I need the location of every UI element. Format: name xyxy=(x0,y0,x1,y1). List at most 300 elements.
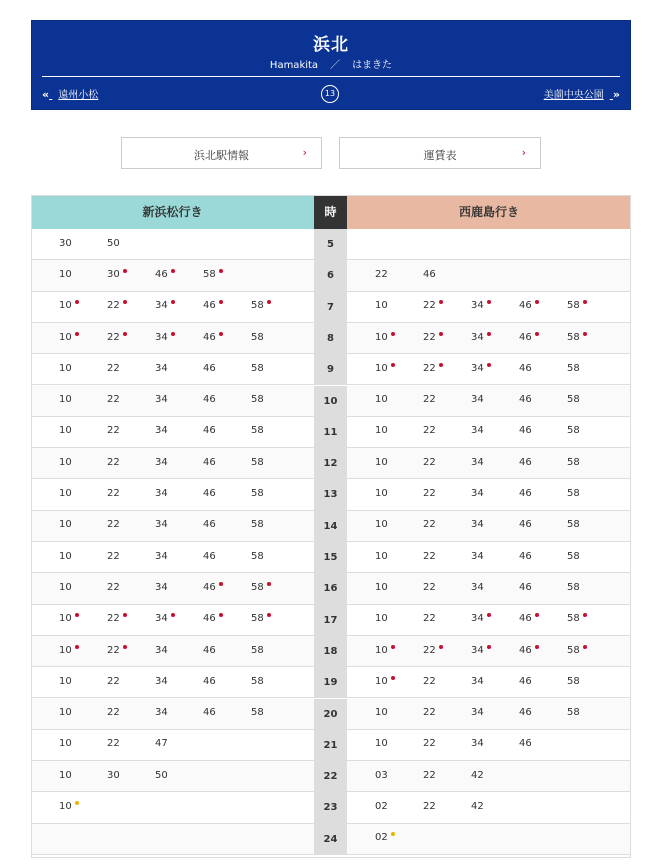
departure-minute[interactable]: 10 xyxy=(375,394,388,406)
departure-minute[interactable]: 58 xyxy=(567,300,587,311)
express-dot-icon xyxy=(487,613,491,617)
express-dot-icon xyxy=(267,582,271,586)
station-romaji: Hamakita xyxy=(269,60,319,71)
express-dot-icon xyxy=(75,645,79,649)
hour-label: 22 xyxy=(314,761,347,791)
hour-label: 10 xyxy=(314,386,347,416)
departure-minute[interactable]: 58 xyxy=(567,550,580,562)
departure-minute[interactable]: 22 xyxy=(423,488,436,500)
departure-minute[interactable]: 46 xyxy=(203,425,216,437)
departure-minute[interactable]: 46 xyxy=(155,269,175,280)
departure-minute[interactable]: 22 xyxy=(107,707,120,719)
departure-minute[interactable]: 34 xyxy=(155,425,168,437)
hour-label: 14 xyxy=(314,511,347,541)
departure-minute[interactable]: 58 xyxy=(567,581,580,593)
departure-minute[interactable]: 22 xyxy=(423,801,436,813)
departure-minute[interactable]: 46 xyxy=(519,613,539,624)
express-dot-icon xyxy=(535,645,539,649)
departure-minute[interactable]: 22 xyxy=(423,519,436,531)
departure-minute[interactable]: 34 xyxy=(155,519,168,531)
departures-nishikajima xyxy=(347,730,631,760)
departure-minute[interactable]: 34 xyxy=(471,738,484,750)
hour-label: 9 xyxy=(314,354,347,384)
departure-minute[interactable]: 22 xyxy=(423,332,443,343)
departure-minute[interactable]: 34 xyxy=(471,394,484,406)
departures-shin-hamamatsu xyxy=(31,761,314,791)
express-dot-icon xyxy=(535,300,539,304)
departure-minute[interactable]: 22 xyxy=(107,519,120,531)
express-dot-icon xyxy=(391,363,395,367)
express-dot-icon xyxy=(219,269,223,273)
departure-minute[interactable]: 34 xyxy=(471,456,484,468)
departure-minute[interactable]: 22 xyxy=(107,675,120,687)
departure-minute[interactable]: 22 xyxy=(107,581,120,593)
departure-minute[interactable]: 30 xyxy=(59,237,72,249)
departure-minute[interactable]: 58 xyxy=(251,394,264,406)
hour-label: 23 xyxy=(314,792,347,822)
departure-minute[interactable]: 22 xyxy=(423,707,436,719)
express-dot-icon xyxy=(267,300,271,304)
departure-minute[interactable]: 46 xyxy=(519,300,539,311)
departure-minute[interactable]: 58 xyxy=(567,675,580,687)
departure-minute[interactable]: 58 xyxy=(251,362,264,374)
departure-minute[interactable]: 34 xyxy=(155,362,168,374)
departure-minute[interactable]: 46 xyxy=(203,613,223,624)
hour-label: 12 xyxy=(314,448,347,478)
departure-minute[interactable]: 22 xyxy=(423,456,436,468)
timetable-row xyxy=(31,354,631,385)
departure-minute[interactable]: 58 xyxy=(251,331,264,343)
departures-nishikajima xyxy=(347,824,631,854)
departure-minute[interactable]: 46 xyxy=(423,268,436,280)
express-dot-icon xyxy=(219,300,223,304)
departure-minute[interactable]: 22 xyxy=(423,645,443,656)
departure-minute[interactable]: 22 xyxy=(107,362,120,374)
departure-minute[interactable]: 10 xyxy=(59,613,79,624)
departure-minute[interactable]: 10 xyxy=(59,519,72,531)
express-dot-icon xyxy=(583,613,587,617)
departure-minute[interactable]: 58 xyxy=(251,425,264,437)
departure-minute[interactable]: 10 xyxy=(375,738,388,750)
departures-nishikajima xyxy=(347,792,631,822)
departure-minute[interactable]: 22 xyxy=(423,581,436,593)
express-dot-icon xyxy=(391,645,395,649)
departure-minute[interactable]: 22 xyxy=(107,613,127,624)
express-dot-icon xyxy=(583,645,587,649)
departures-nishikajima xyxy=(347,573,631,603)
departure-minute[interactable]: 10 xyxy=(59,707,72,719)
departures-shin-hamamatsu xyxy=(31,479,314,509)
departure-minute[interactable]: 34 xyxy=(155,332,175,343)
hour-label: 15 xyxy=(314,542,347,572)
departure-minute[interactable]: 10 xyxy=(59,268,72,280)
departure-minute[interactable]: 22 xyxy=(107,332,127,343)
station-separator: ／ xyxy=(330,60,341,71)
departure-minute[interactable]: 46 xyxy=(519,675,532,687)
departures-nishikajima xyxy=(347,354,631,384)
departures-nishikajima xyxy=(347,386,631,416)
timetable-row xyxy=(31,761,631,792)
station-number-badge: 13 xyxy=(321,85,339,103)
departure-minute[interactable]: 22 xyxy=(375,268,388,280)
express-dot-icon xyxy=(123,613,127,617)
departure-minute[interactable]: 46 xyxy=(203,644,216,656)
timetable-header xyxy=(31,195,631,229)
departure-minute[interactable]: 22 xyxy=(107,488,120,500)
last-train-dot-icon xyxy=(75,801,79,805)
departures-nishikajima xyxy=(347,699,631,729)
express-dot-icon xyxy=(535,613,539,617)
departures-shin-hamamatsu xyxy=(31,386,314,416)
departure-minute[interactable]: 47 xyxy=(155,738,168,750)
departures-nishikajima xyxy=(347,636,631,666)
hour-label: 6 xyxy=(314,260,347,290)
departure-minute[interactable]: 10 xyxy=(59,362,72,374)
prev-station-link[interactable] xyxy=(42,86,98,101)
departure-minute[interactable]: 10 xyxy=(59,550,72,562)
departures-nishikajima xyxy=(347,292,631,322)
departure-minute[interactable]: 34 xyxy=(155,456,168,468)
departures-nishikajima xyxy=(347,479,631,509)
station-name: 浜北 xyxy=(313,35,349,55)
departure-minute[interactable]: 58 xyxy=(567,362,580,374)
departure-minute[interactable]: 58 xyxy=(251,644,264,656)
departure-minute[interactable]: 34 xyxy=(471,300,491,311)
departure-minute[interactable]: 58 xyxy=(251,300,271,311)
departure-minute[interactable]: 10 xyxy=(375,707,388,719)
express-dot-icon xyxy=(439,645,443,649)
fare-table-button[interactable] xyxy=(339,137,541,169)
departure-minute[interactable]: 58 xyxy=(251,675,264,687)
departure-minute[interactable]: 58 xyxy=(567,519,580,531)
departure-minute[interactable]: 46 xyxy=(519,707,532,719)
departure-minute[interactable]: 46 xyxy=(519,645,539,656)
hour-label: 7 xyxy=(314,292,347,322)
departure-minute[interactable]: 42 xyxy=(471,801,484,813)
departure-minute[interactable]: 10 xyxy=(59,394,72,406)
departure-minute[interactable]: 58 xyxy=(251,707,264,719)
departure-minute[interactable]: 10 xyxy=(59,332,79,343)
express-dot-icon xyxy=(439,300,443,304)
departure-minute[interactable]: 34 xyxy=(155,300,175,311)
timetable-row xyxy=(31,323,631,354)
prev-station-label: 遠州小松 xyxy=(58,90,99,101)
departure-minute[interactable]: 10 xyxy=(59,769,72,781)
timetable-row xyxy=(31,260,631,291)
departure-minute[interactable]: 34 xyxy=(155,644,168,656)
departure-minute[interactable]: 42 xyxy=(471,769,484,781)
timetable-row xyxy=(31,667,631,698)
departure-minute[interactable]: 22 xyxy=(423,300,443,311)
departure-minute[interactable]: 58 xyxy=(251,456,264,468)
departure-minute[interactable]: 10 xyxy=(375,645,395,656)
departure-minute[interactable]: 34 xyxy=(155,613,175,624)
departure-minute[interactable]: 58 xyxy=(251,488,264,500)
departure-minute[interactable]: 30 xyxy=(107,269,127,280)
departure-minute[interactable]: 58 xyxy=(251,582,271,593)
departure-minute[interactable]: 34 xyxy=(471,581,484,593)
departures-shin-hamamatsu xyxy=(31,292,314,322)
departure-minute[interactable]: 10 xyxy=(375,550,388,562)
departure-minute[interactable]: 46 xyxy=(203,675,216,687)
timetable-row xyxy=(31,699,631,730)
departure-minute[interactable]: 34 xyxy=(471,613,491,624)
departure-minute[interactable]: 58 xyxy=(251,613,271,624)
timetable xyxy=(31,195,631,858)
express-dot-icon xyxy=(75,332,79,336)
departures-nishikajima xyxy=(347,761,631,791)
departures-nishikajima xyxy=(347,323,631,353)
station-kana: はまきた xyxy=(352,60,393,71)
departure-minute[interactable]: 46 xyxy=(203,332,223,343)
departures-shin-hamamatsu xyxy=(31,605,314,635)
departure-minute[interactable]: 46 xyxy=(519,519,532,531)
departure-minute[interactable]: 10 xyxy=(375,332,395,343)
last-train-dot-icon xyxy=(391,832,395,836)
departures-shin-hamamatsu xyxy=(31,448,314,478)
chevron-right-icon: › xyxy=(521,146,526,159)
header-shin-hamamatsu: 新浜松行き xyxy=(31,195,314,229)
departure-minute[interactable]: 10 xyxy=(59,425,72,437)
departure-minute[interactable]: 58 xyxy=(251,519,264,531)
departure-minute[interactable]: 22 xyxy=(107,300,127,311)
timetable-row xyxy=(31,292,631,323)
departure-minute[interactable]: 46 xyxy=(519,456,532,468)
timetable-row xyxy=(31,824,631,855)
departure-minute[interactable]: 46 xyxy=(519,738,532,750)
departure-minute[interactable]: 22 xyxy=(423,550,436,562)
departures-nishikajima xyxy=(347,417,631,447)
express-dot-icon xyxy=(219,613,223,617)
departures-nishikajima xyxy=(347,448,631,478)
departure-minute[interactable]: 02 xyxy=(375,832,395,843)
departure-minute[interactable]: 34 xyxy=(155,581,168,593)
departure-minute[interactable]: 22 xyxy=(423,394,436,406)
departure-minute[interactable]: 22 xyxy=(107,425,120,437)
hour-label: 17 xyxy=(314,605,347,635)
departure-minute[interactable]: 10 xyxy=(375,676,395,687)
departure-minute[interactable]: 22 xyxy=(107,738,120,750)
departure-minute[interactable]: 46 xyxy=(203,300,223,311)
departure-minute[interactable]: 34 xyxy=(471,645,491,656)
fare-table-label: 運賃表 xyxy=(423,149,457,162)
departure-minute[interactable]: 22 xyxy=(107,394,120,406)
departure-minute[interactable]: 10 xyxy=(59,456,72,468)
express-dot-icon xyxy=(123,269,127,273)
departures-nishikajima xyxy=(347,260,631,290)
header-divider xyxy=(42,76,620,77)
hour-label: 8 xyxy=(314,323,347,353)
departure-minute[interactable]: 34 xyxy=(471,332,491,343)
timetable-row xyxy=(31,229,631,260)
departure-minute[interactable]: 10 xyxy=(375,581,388,593)
timetable-row xyxy=(31,636,631,667)
departure-minute[interactable]: 46 xyxy=(203,394,216,406)
express-dot-icon xyxy=(583,300,587,304)
departures-nishikajima xyxy=(347,542,631,572)
departure-minute[interactable]: 46 xyxy=(519,488,532,500)
departure-minute[interactable]: 46 xyxy=(519,362,532,374)
departure-minute[interactable]: 30 xyxy=(107,769,120,781)
express-dot-icon xyxy=(487,300,491,304)
hour-label: 19 xyxy=(314,667,347,697)
express-dot-icon xyxy=(171,332,175,336)
departure-minute[interactable]: 58 xyxy=(567,645,587,656)
departure-minute[interactable]: 58 xyxy=(567,332,587,343)
express-dot-icon xyxy=(267,613,271,617)
departure-minute[interactable]: 22 xyxy=(107,456,120,468)
double-chevron-right-icon: » xyxy=(612,88,620,101)
departure-minute[interactable]: 34 xyxy=(155,394,168,406)
departure-minute[interactable]: 34 xyxy=(471,488,484,500)
express-dot-icon xyxy=(123,300,127,304)
next-station-label: 美薗中央公園 xyxy=(543,90,604,101)
departure-minute[interactable]: 58 xyxy=(567,488,580,500)
departure-minute[interactable]: 46 xyxy=(203,582,223,593)
departure-minute[interactable]: 34 xyxy=(471,707,484,719)
departure-minute[interactable]: 46 xyxy=(203,456,216,468)
departure-minute[interactable]: 10 xyxy=(375,300,388,312)
express-dot-icon xyxy=(487,645,491,649)
departure-minute[interactable]: 10 xyxy=(375,363,395,374)
hour-label: 5 xyxy=(314,229,347,259)
departure-minute[interactable]: 34 xyxy=(471,675,484,687)
departure-minute[interactable]: 10 xyxy=(59,488,72,500)
departure-minute[interactable]: 58 xyxy=(567,394,580,406)
station-info-label: 浜北駅情報 xyxy=(194,149,249,162)
departure-minute[interactable]: 22 xyxy=(107,645,127,656)
departure-minute[interactable]: 34 xyxy=(471,425,484,437)
departure-minute[interactable]: 46 xyxy=(203,488,216,500)
departure-minute[interactable]: 46 xyxy=(519,394,532,406)
double-chevron-left-icon: « xyxy=(42,88,50,101)
timetable-row xyxy=(31,479,631,510)
departures-shin-hamamatsu xyxy=(31,417,314,447)
departure-minute[interactable]: 46 xyxy=(519,581,532,593)
timetable-row xyxy=(31,573,631,604)
departure-minute[interactable]: 22 xyxy=(423,769,436,781)
departure-minute[interactable]: 34 xyxy=(155,550,168,562)
timetable-row xyxy=(31,605,631,636)
departure-minute[interactable]: 50 xyxy=(107,237,120,249)
departure-minute[interactable]: 58 xyxy=(251,550,264,562)
departure-minute[interactable]: 58 xyxy=(567,707,580,719)
departures-nishikajima xyxy=(347,667,631,697)
departures-shin-hamamatsu xyxy=(31,699,314,729)
departure-minute[interactable]: 22 xyxy=(423,425,436,437)
departure-minute[interactable]: 34 xyxy=(471,519,484,531)
departures-nishikajima xyxy=(347,229,631,259)
departures-shin-hamamatsu xyxy=(31,511,314,541)
departure-minute[interactable]: 34 xyxy=(155,707,168,719)
hour-label: 18 xyxy=(314,636,347,666)
header-hour: 時 xyxy=(314,195,347,229)
timetable-row xyxy=(31,386,631,417)
hour-label: 21 xyxy=(314,730,347,760)
departure-minute[interactable]: 34 xyxy=(471,550,484,562)
hour-label: 20 xyxy=(314,699,347,729)
express-dot-icon xyxy=(487,363,491,367)
departure-minute[interactable]: 10 xyxy=(375,488,388,500)
express-dot-icon xyxy=(123,645,127,649)
departure-minute[interactable]: 10 xyxy=(375,519,388,531)
express-dot-icon xyxy=(219,332,223,336)
departure-minute[interactable]: 10 xyxy=(59,675,72,687)
departure-minute[interactable]: 46 xyxy=(203,362,216,374)
departure-minute[interactable]: 22 xyxy=(423,363,443,374)
hour-label: 11 xyxy=(314,417,347,447)
departures-shin-hamamatsu xyxy=(31,824,314,854)
departure-minute[interactable]: 50 xyxy=(155,769,168,781)
departure-minute[interactable]: 02 xyxy=(375,801,388,813)
departure-minute[interactable]: 03 xyxy=(375,769,388,781)
departure-minute[interactable]: 58 xyxy=(567,456,580,468)
chevron-right-icon: › xyxy=(302,146,307,159)
departure-minute[interactable]: 10 xyxy=(59,581,72,593)
express-dot-icon xyxy=(439,332,443,336)
departure-minute[interactable]: 10 xyxy=(375,425,388,437)
departure-minute[interactable]: 46 xyxy=(519,550,532,562)
departure-minute[interactable]: 58 xyxy=(567,425,580,437)
express-dot-icon xyxy=(171,613,175,617)
departure-minute[interactable]: 46 xyxy=(203,550,216,562)
express-dot-icon xyxy=(391,332,395,336)
header-nishikajima: 西鹿島行き xyxy=(347,195,631,229)
departures-shin-hamamatsu xyxy=(31,354,314,384)
departure-minute[interactable]: 10 xyxy=(375,456,388,468)
express-dot-icon xyxy=(439,363,443,367)
express-dot-icon xyxy=(75,613,79,617)
departure-minute[interactable]: 10 xyxy=(59,300,79,311)
departure-minute[interactable]: 22 xyxy=(423,738,436,750)
next-station-link[interactable] xyxy=(544,86,620,101)
departure-minute[interactable]: 46 xyxy=(519,425,532,437)
departures-shin-hamamatsu xyxy=(31,792,314,822)
departures-nishikajima xyxy=(347,605,631,635)
express-dot-icon xyxy=(219,582,223,586)
departure-minute[interactable]: 10 xyxy=(375,613,388,625)
hour-label: 16 xyxy=(314,573,347,603)
departure-minute[interactable]: 46 xyxy=(203,519,216,531)
departures-shin-hamamatsu xyxy=(31,260,314,290)
express-dot-icon xyxy=(171,300,175,304)
hour-label: 13 xyxy=(314,479,347,509)
express-dot-icon xyxy=(123,332,127,336)
departure-minute[interactable]: 46 xyxy=(203,707,216,719)
departure-minute[interactable]: 34 xyxy=(155,488,168,500)
express-dot-icon xyxy=(583,332,587,336)
departures-shin-hamamatsu xyxy=(31,573,314,603)
departure-minute[interactable]: 22 xyxy=(423,613,436,625)
departure-minute[interactable]: 22 xyxy=(423,675,436,687)
station-subtitle xyxy=(32,56,630,71)
express-dot-icon xyxy=(391,676,395,680)
departure-minute[interactable]: 46 xyxy=(519,332,539,343)
departure-minute[interactable]: 10 xyxy=(59,645,79,656)
departure-minute[interactable]: 10 xyxy=(59,738,72,750)
timetable-row xyxy=(31,730,631,761)
departure-minute[interactable]: 10 xyxy=(59,801,79,812)
timetable-row xyxy=(31,792,631,823)
departure-minute[interactable]: 22 xyxy=(107,550,120,562)
departure-minute[interactable]: 34 xyxy=(471,363,491,374)
departures-shin-hamamatsu xyxy=(31,636,314,666)
departures-shin-hamamatsu xyxy=(31,730,314,760)
departure-minute[interactable]: 58 xyxy=(567,613,587,624)
station-info-button[interactable] xyxy=(121,137,322,169)
departure-minute[interactable]: 58 xyxy=(203,269,223,280)
departure-minute[interactable]: 34 xyxy=(155,675,168,687)
